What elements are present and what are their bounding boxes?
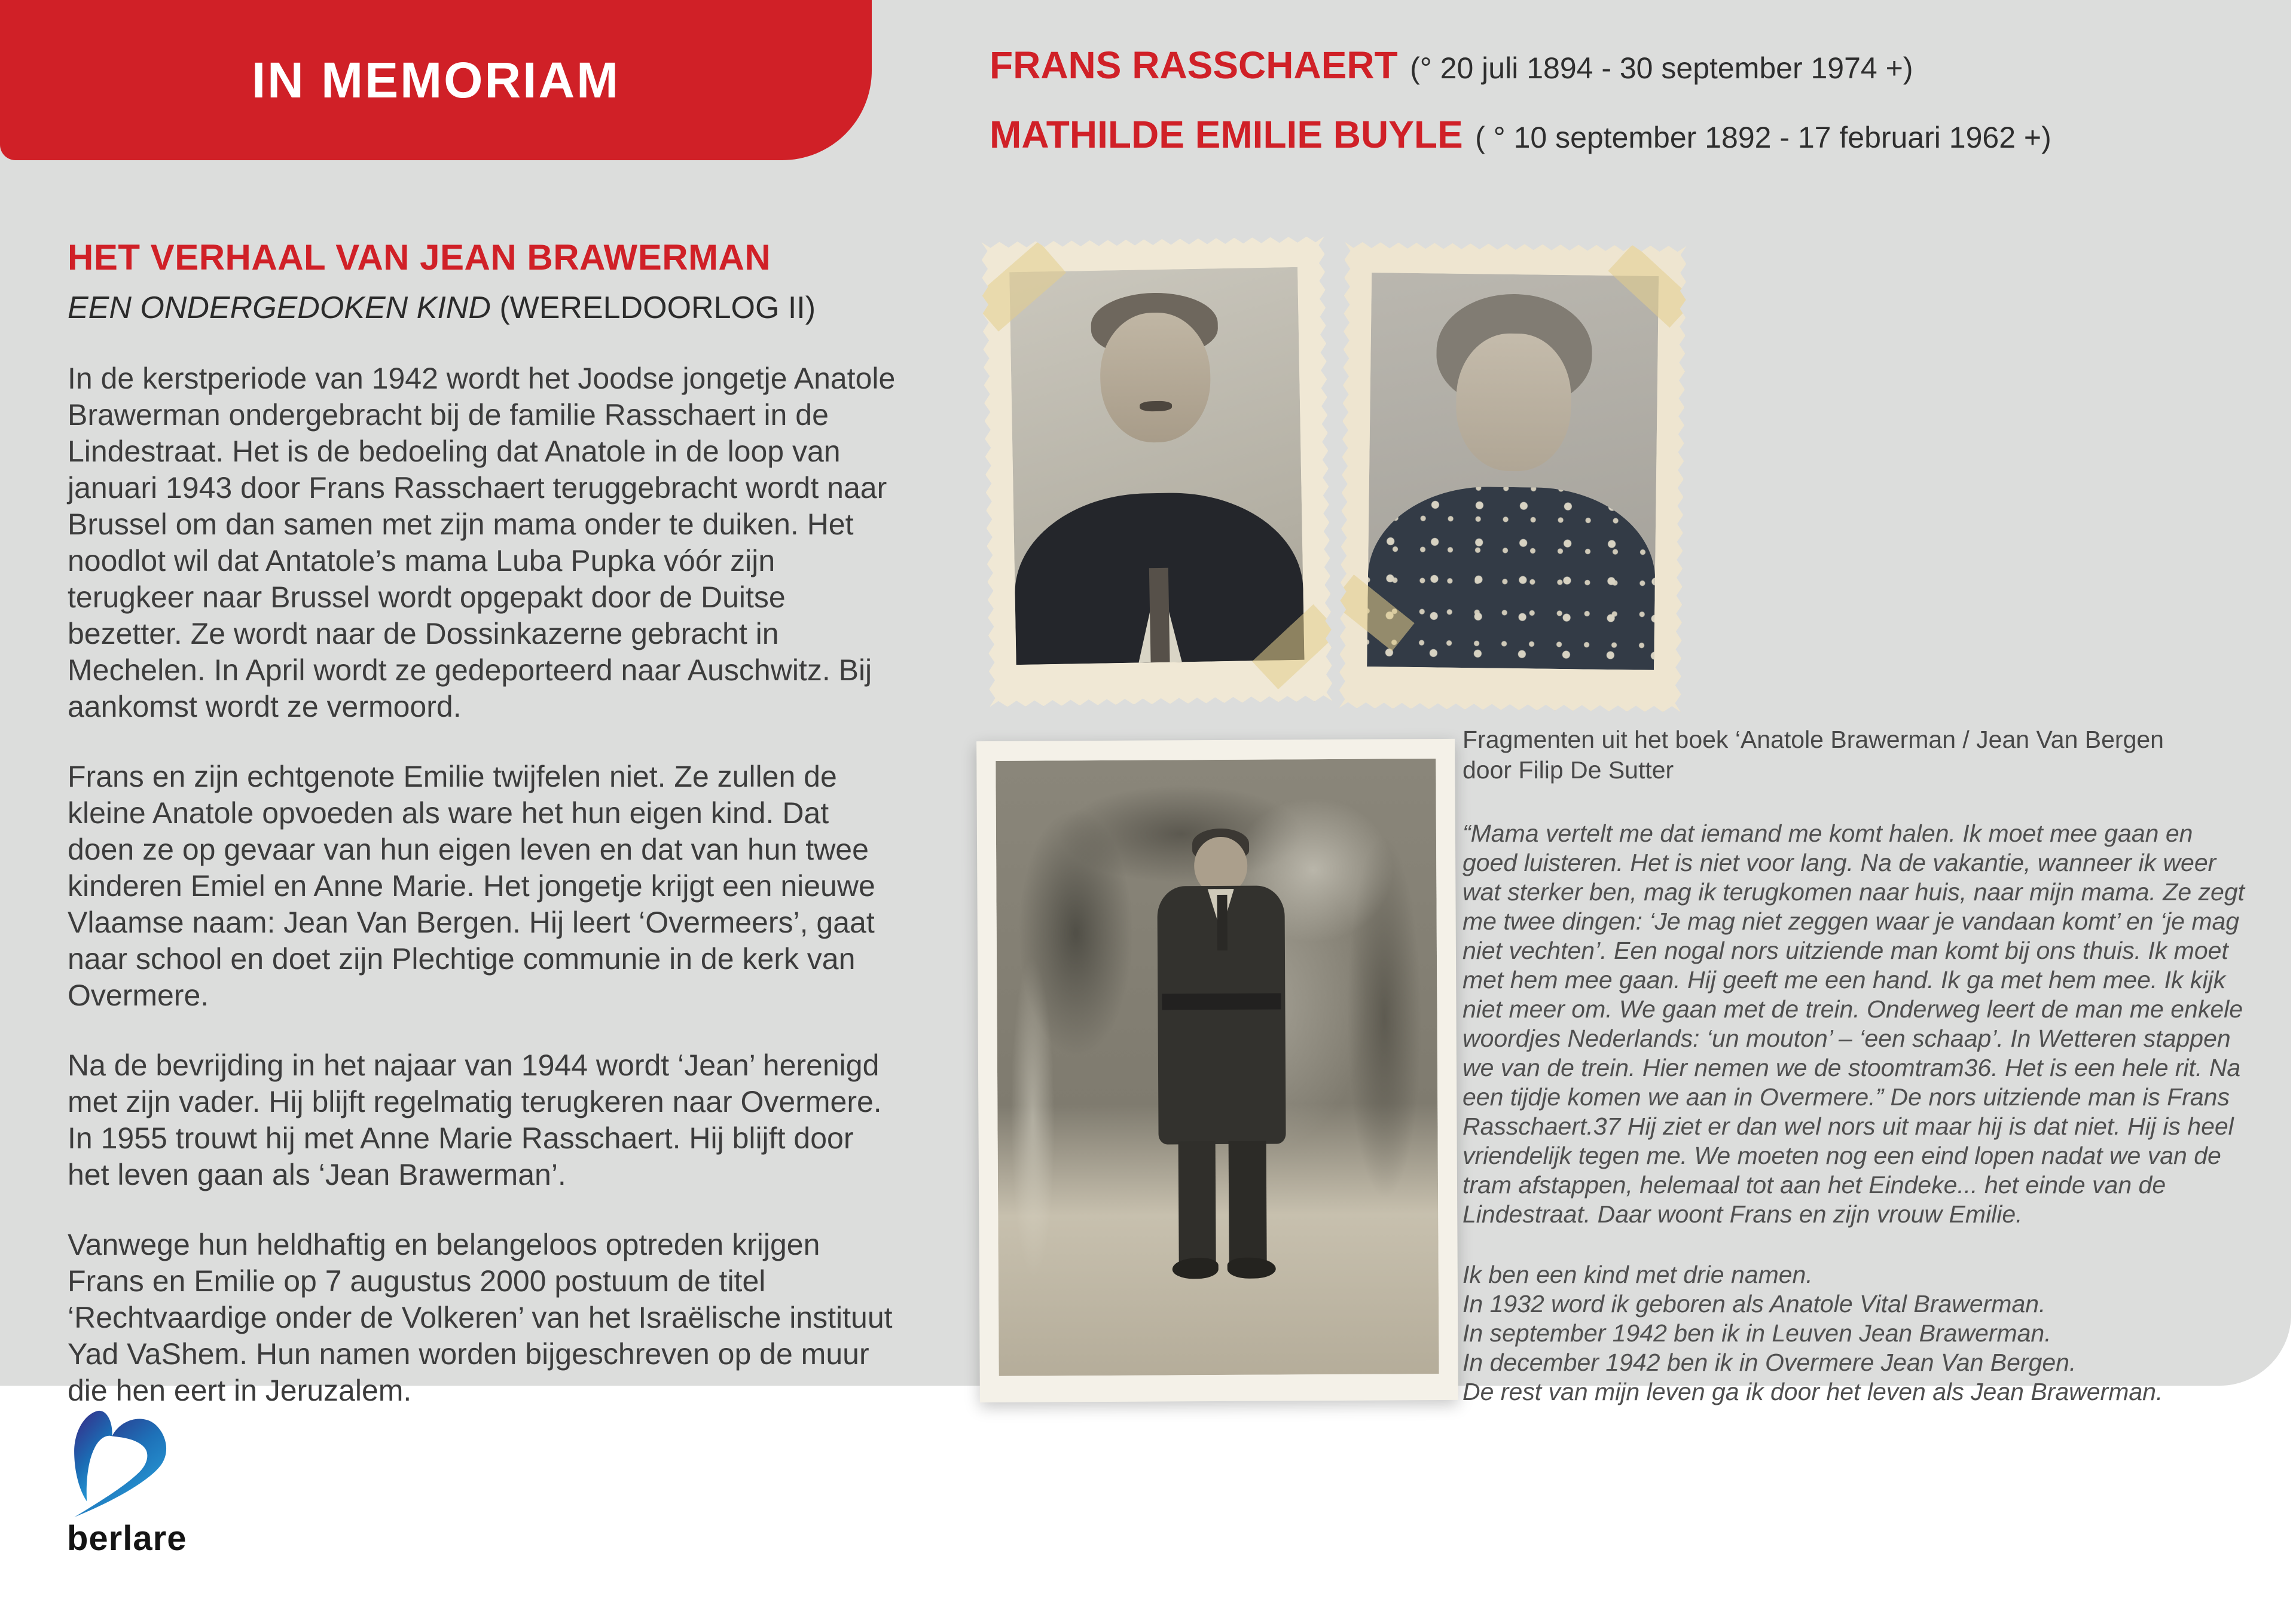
portrait-mustache bbox=[1140, 401, 1171, 411]
banner-title: IN MEMORIAM bbox=[251, 51, 621, 108]
person-dates: (° 20 juli 1894 - 30 september 1974 +) bbox=[1410, 51, 1913, 85]
person-line-frans bbox=[990, 43, 2051, 98]
photo-boy-garden bbox=[976, 739, 1458, 1402]
boy-shoe bbox=[1227, 1258, 1275, 1279]
boy-leg bbox=[1229, 1141, 1267, 1264]
boy-tie bbox=[1217, 895, 1228, 950]
names-line: Ik ben een kind met drie namen. bbox=[1463, 1261, 1813, 1288]
photo-frans-portrait bbox=[981, 236, 1332, 707]
portrait-tie bbox=[1149, 568, 1170, 662]
story-paragraph: Na de bevrijding in het najaar van 1944 wordt ‘Jean’ herenigd met zijn vader. Hij blijft regelmatig terugkeren naar Overmere. In 1955 trouwt hij met Anne Marie Rasschaert. Hij blijft door het leven gaan als ‘Jean Brawerman’. bbox=[68, 1049, 882, 1191]
person-dates: ( ° 10 september 1892 - 17 februari 1962 +) bbox=[1475, 121, 2051, 154]
names-line: In september 1942 ben ik in Leuven Jean Brawerman. bbox=[1463, 1319, 2051, 1347]
story-subtitle-rest: (WERELDOORLOG II) bbox=[490, 291, 816, 325]
berlare-wordmark: berlare bbox=[67, 1519, 187, 1558]
portrait-face bbox=[1100, 311, 1211, 443]
names-line: De rest van mijn leven ga ik door het leven als Jean Brawerman. bbox=[1463, 1378, 2163, 1405]
photo-frans-image bbox=[1009, 267, 1305, 665]
photo-mathilde-portrait bbox=[1339, 242, 1686, 713]
story-subtitle-italic: EEN ONDERGEDOKEN KIND bbox=[68, 291, 491, 325]
story-column bbox=[68, 237, 902, 1442]
story-paragraph: Vanwege hun heldhaftig en belangeloos optreden krijgen Frans en Emilie op 7 augustus 2000 postuum de titel ‘Rechtvaardige onder de Volkeren’ van het Israëlische instituut Yad VaShem. Hun namen worden bijgeschreven op de muur die hen eert in Jeruzalem. bbox=[68, 1228, 893, 1407]
story-paragraph: In de kerstperiode van 1942 wordt het Joodse jongetje Anatole Brawerman ondergebracht bij de familie Rasschaert in de Lindestraat. Het is de bedoeling dat Anatole in de loop van januari 1943 door Frans Rasschaert teruggebracht wordt naar Brussel om dan samen met zijn mama onder te duiken. Het noodlot wil dat Antatole’s mama Luba Pupka vóór zijn terugkeer naar Brussel wordt opgepakt door de Duitse bezetter. Ze wordt naar de Dossinkazerne gebracht in Mechelen. In April wordt ze gedeporteerd naar Auschwitz. Bij aankomst wordt ze vermoord. bbox=[68, 362, 896, 723]
logo-left-stroke bbox=[74, 1411, 112, 1502]
fragments-quote: “Mama vertelt me dat iemand me komt halen. Ik moet mee gaan en goed luisteren. Het is niet voor lang. Na de vakantie, wanneer ik weer wat sterker ben, mag ik terugkomen naar huis, naar mijn mama. Ze zegt me twee dingen: ‘Je mag niet zeggen waar je vandaan komt’ en ‘je mag niet vechten’. Een nogal nors uitziende man komt bij ons thuis. Ik moet met hem mee gaan. Hij geeft me een hand. Ik ga met hem mee. Ik kijk niet meer om. We gaan met de trein. Onderweg leert de man me enkele woordjes Nederlands: ‘un mouton’ – ‘een schaap’. In Wetteren stappen we van de trein. Hier nemen we de stoomtram36. Het is een hele rit. Na een tijdje komen we aan in Overmere.” De nors uitziende man is Frans Rasschaert.37 Hij ziet er dan wel nors uit maar hij is dat niet. Hij is heel vriendelijk tegen me. We moeten nog een eind lopen nadat we van de tram afstappen, helemaal tot aan het Eindeke... het einde van de Lindestraat. Daar woont Frans en zijn vrouw Emilie. bbox=[1463, 820, 2245, 1228]
names-line: In 1932 word ik geboren als Anatole Vital Brawerman. bbox=[1463, 1290, 2046, 1318]
boy-leg bbox=[1178, 1141, 1216, 1264]
boy-belt bbox=[1162, 993, 1281, 1010]
person-line-mathilde bbox=[990, 112, 2051, 167]
memoriam-banner bbox=[0, 0, 872, 160]
boy-shoe bbox=[1172, 1258, 1218, 1279]
person-name: MATHILDE EMILIE BUYLE bbox=[990, 113, 1463, 156]
story-subtitle bbox=[68, 290, 902, 326]
story-paragraph: Frans en zijn echtgenote Emilie twijfelen niet. Ze zullen de kleine Anatole opvoeden als ware het hun eigen kind. Dat doen ze op gevaar van hun eigen leven en dat van hun twee kinderen Emiel en Anne Marie. Het jongetje krijgt een nieuwe Vlaamse naam: Jean Van Bergen. Hij leert ‘Overmeers’, gaat naar school en doet zijn Plechtige communie in de kerk van Overmere. bbox=[68, 760, 875, 1012]
portrait-blouse bbox=[1367, 485, 1656, 670]
photo-mathilde-image bbox=[1367, 273, 1659, 670]
berlare-heart-logo bbox=[66, 1405, 171, 1524]
photo-boy-image bbox=[996, 759, 1439, 1376]
story-title: HET VERHAAL VAN JEAN BRAWERMAN bbox=[68, 237, 771, 277]
fragments-caption: Fragmenten uit het boek ‘Anatole Brawerman / Jean Van Bergen door Filip De Sutter bbox=[1463, 726, 2164, 784]
fragments-column bbox=[1463, 725, 2249, 1407]
persons-header bbox=[990, 43, 2051, 182]
portrait-face bbox=[1455, 332, 1572, 472]
person-name: FRANS RASSCHAERT bbox=[990, 44, 1398, 87]
three-names-block bbox=[1463, 1260, 2249, 1407]
names-line: In december 1942 ben ik in Overmere Jean Van Bergen. bbox=[1463, 1349, 2077, 1376]
